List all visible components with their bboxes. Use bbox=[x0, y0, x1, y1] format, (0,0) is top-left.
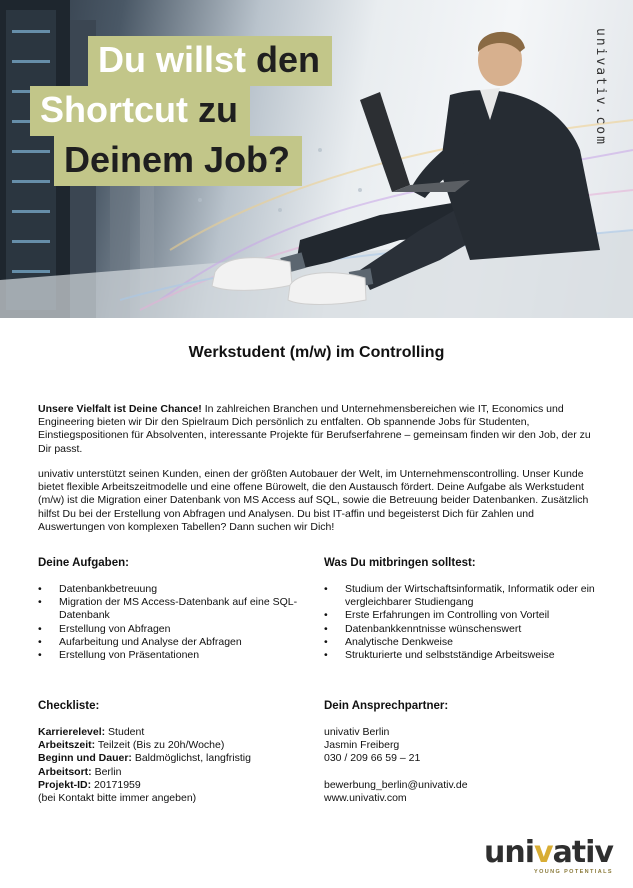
checklist-value: Teilzeit (Bis zu 20h/Woche) bbox=[95, 739, 225, 752]
list-item: • Strukturierte und selbstständige Arbeitsweise bbox=[324, 649, 596, 662]
contact-name: Jasmin Freiberg bbox=[324, 739, 400, 752]
checklist-label: Projekt-ID: bbox=[38, 778, 92, 791]
checklist-heading: Checkliste: bbox=[38, 700, 100, 712]
domain-vertical-text: univativ.com bbox=[593, 28, 608, 146]
contact-block bbox=[324, 726, 468, 805]
tasks-list bbox=[38, 583, 310, 662]
description-paragraph: univativ unterstützt seinen Kunden, einen der größten Autobauer der Welt, im Unternehmenscontrolling. Unser Kunde bietet flexible Arbeitszeitmodelle und eine offene Bürowelt, die den Austausch fördert. Deine Aufgabe als Werkstudent (m/w) ist die Migration einer Datenbank von MS Access auf SQL, sowie die Betreuung beider Datenbanken. Zusätzlich hilfst Du bei der Erstellung von Abfragen und Analysen. Du bist IT-affin und begeisterst Dich für Zahlen und Auswertungen von komplexen Tabellen? Dann suchen wir Dich! bbox=[38, 468, 589, 533]
checklist-row-start bbox=[38, 752, 251, 765]
checklist-value: Baldmöglichst, langfristig bbox=[131, 752, 251, 765]
checklist-row-project-id bbox=[38, 779, 251, 792]
list-item: • Erste Erfahrungen im Controlling von Vorteil bbox=[324, 609, 596, 622]
contact-email-link[interactable]: bewerbung_berlin@univativ.de bbox=[324, 778, 468, 791]
hero-banner bbox=[0, 0, 633, 318]
contact-heading: Dein Ansprechpartner: bbox=[324, 700, 449, 712]
headline-line-2-light: Shortcut bbox=[40, 89, 198, 130]
logo-tagline: YOUNG POTENTIALS bbox=[534, 869, 613, 875]
contact-phone[interactable]: 030 / 209 66 59 – 21 bbox=[324, 752, 421, 765]
headline-line-2 bbox=[30, 86, 250, 136]
checklist-label: Beginn und Dauer: bbox=[38, 752, 132, 765]
headline-line-2-dark: zu bbox=[198, 89, 238, 130]
job-title: Werkstudent (m/w) im Controlling bbox=[188, 344, 445, 361]
requirements-heading: Was Du mitbringen solltest: bbox=[324, 557, 476, 569]
list-item: • Analytische Denkweise bbox=[324, 636, 596, 649]
logo-part-3: ativ bbox=[552, 835, 613, 870]
headline-line-3 bbox=[54, 136, 302, 186]
checklist-row-location bbox=[38, 766, 251, 779]
list-item: • Erstellung von Präsentationen bbox=[38, 649, 310, 662]
logo-wordmark bbox=[484, 835, 613, 870]
list-item: • Erstellung von Abfragen bbox=[38, 623, 310, 636]
univativ-logo bbox=[484, 835, 613, 878]
list-item: • Migration der MS Access-Datenbank auf eine SQL-Datenbank bbox=[38, 596, 310, 622]
checklist-value: Berlin bbox=[91, 765, 122, 778]
headline-line-3-dark: Deinem Job? bbox=[64, 139, 291, 180]
checklist-value: Student bbox=[105, 726, 145, 738]
intro-lead: Unsere Vielfalt ist Deine Chance! bbox=[38, 403, 202, 415]
headline-line-1 bbox=[88, 36, 332, 86]
checklist-label: Karrierelevel: bbox=[38, 726, 106, 738]
headline-line-1-light: Du willst bbox=[98, 39, 257, 80]
logo-part-2: v bbox=[534, 835, 553, 870]
logo-part-1: uni bbox=[484, 835, 534, 870]
checklist-note: (bei Kontakt bitte immer angeben) bbox=[38, 792, 197, 805]
contact-office: univativ Berlin bbox=[324, 726, 390, 738]
tasks-heading: Deine Aufgaben: bbox=[38, 557, 129, 569]
checklist-value: 20171959 bbox=[91, 778, 141, 791]
checklist-row-career-level bbox=[38, 726, 251, 739]
list-item: • Datenbankbetreuung bbox=[38, 583, 310, 596]
checklist-label: Arbeitsort: bbox=[38, 765, 92, 778]
contact-website-link[interactable]: www.univativ.com bbox=[324, 792, 407, 804]
checklist-label: Arbeitszeit: bbox=[38, 739, 96, 752]
intro-text: In zahlreichen Branchen und Unternehmensbereichen wie IT, Economics und Engineering bieten wir Dir den Spielraum Dich persönlich zu entfalten. Ob spannende Jobs für Studenten, Einstiegspositionen für Absolventen, interessante Projekte für Berufserfahrene – gemeinsam finden wir den Job, der zu Dir passt. bbox=[38, 403, 591, 455]
list-item: • Aufarbeitung und Analyse der Abfragen bbox=[38, 636, 310, 649]
list-item: • Datenbankkenntnisse wünschenswert bbox=[324, 623, 596, 636]
list-item: • Studium der Wirtschaftsinformatik, Informatik oder ein vergleichbarer Studiengang bbox=[324, 583, 596, 609]
checklist-row-working-time bbox=[38, 739, 251, 752]
headline-line-1-dark: den bbox=[256, 39, 321, 80]
checklist-block bbox=[38, 726, 251, 805]
intro-paragraph bbox=[38, 403, 600, 456]
contact-spacer bbox=[324, 766, 468, 779]
requirements-list bbox=[324, 583, 596, 662]
